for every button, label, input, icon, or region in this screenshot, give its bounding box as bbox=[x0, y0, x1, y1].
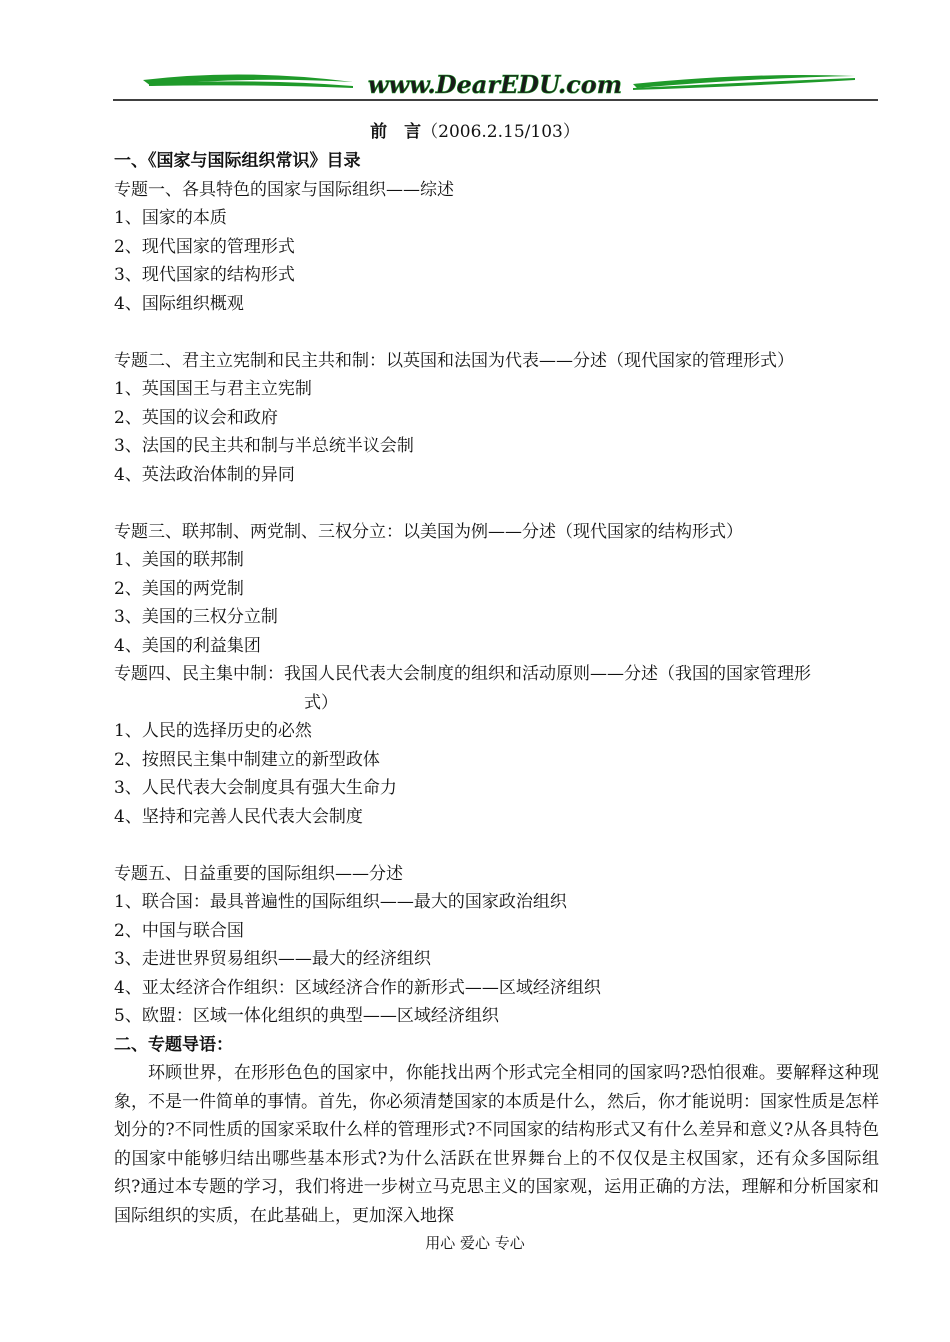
list-item: 2、美国的两党制 bbox=[114, 578, 244, 599]
document-body bbox=[114, 147, 879, 1230]
list-item: 3、美国的三权分立制 bbox=[114, 607, 278, 627]
list-item: 2、现代国家的管理形式 bbox=[114, 236, 295, 257]
list-item: 4、国际组织概观 bbox=[114, 293, 244, 314]
topic-1-title: 专题一、各具特色的国家与国际组织——综述 bbox=[114, 179, 454, 200]
list-item: 4、亚太经济合作组织：区域经济合作的新形式——区域经济组织 bbox=[114, 977, 601, 998]
list-item: 2、按照民主集中制建立的新型政体 bbox=[114, 749, 380, 770]
title-main: 前 言 bbox=[370, 122, 422, 142]
topic-4-title-continuation: 式） bbox=[304, 692, 338, 713]
topic-5-title: 专题五、日益重要的国际组织——分述 bbox=[114, 863, 403, 884]
list-item: 3、法国的民主共和制与半总统半议会制 bbox=[114, 436, 414, 456]
site-logo-banner bbox=[113, 66, 878, 102]
list-item: 3、走进世界贸易组织——最大的经济组织 bbox=[114, 949, 431, 969]
site-header bbox=[113, 66, 878, 102]
list-item: 5、欧盟：区域一体化组织的典型——区域经济组织 bbox=[114, 1006, 499, 1026]
page-footer: 用心 爱心 专心 bbox=[425, 1234, 525, 1252]
topic-2-title: 专题二、君主立宪制和民主共和制：以英国和法国为代表——分述（现代国家的管理形式） bbox=[114, 350, 794, 371]
section2-heading: 二、专题导语： bbox=[114, 1034, 233, 1055]
list-item: 3、人民代表大会制度具有强大生命力 bbox=[114, 778, 397, 798]
list-item: 2、中国与联合国 bbox=[114, 920, 244, 941]
list-item: 4、英法政治体制的异同 bbox=[114, 464, 295, 485]
list-item: 4、坚持和完善人民代表大会制度 bbox=[114, 806, 363, 827]
intro-paragraph: 环顾世界，在形形色色的国家中，你能找出两个形式完全相同的国家吗?恐怕很难。要解释这种现象，不是一件简单的事情。首先，你必须清楚国家的本质是什么，然后，你才能说明：国家性质是怎样划分的?不同性质的国家采取什么样的管理形式?不同国家的结构形式又有什么差异和意义?从各具特色的国家中能够归结出哪些基本形式?为什么活跃在世界舞台上的不仅仅是主权国家，还有众多国际组织?通过本专题的学习，我们将进一步树立马克思主义的国家观，运用正确的方法，理解和分析国家和国际组织的实质，在此基础上，更加深入地探 bbox=[114, 1063, 879, 1226]
spacer bbox=[114, 318, 879, 347]
page-title bbox=[0, 121, 950, 143]
site-logo-text: www.DearEDU.com bbox=[367, 70, 623, 99]
list-item: 3、现代国家的结构形式 bbox=[114, 265, 295, 285]
spacer bbox=[114, 489, 879, 518]
list-item: 4、美国的利益集团 bbox=[114, 635, 261, 656]
list-item: 1、联合国：最具普遍性的国际组织——最大的国家政治组织 bbox=[114, 892, 567, 912]
list-item: 1、美国的联邦制 bbox=[114, 550, 244, 570]
list-item: 2、英国的议会和政府 bbox=[114, 407, 278, 428]
list-item: 1、英国国王与君主立宪制 bbox=[114, 379, 312, 399]
spacer bbox=[114, 831, 879, 860]
section1-heading: 一、《国家与国际组织常识》目录 bbox=[114, 151, 361, 171]
topic-4-title: 专题四、民主集中制：我国人民代表大会制度的组织和活动原则——分述（我国的国家管理形 bbox=[114, 664, 811, 684]
list-item: 1、人民的选择历史的必然 bbox=[114, 721, 312, 741]
topic-3-title: 专题三、联邦制、两党制、三权分立：以美国为例——分述（现代国家的结构形式） bbox=[114, 521, 743, 542]
list-item: 1、国家的本质 bbox=[114, 208, 227, 228]
title-date: （2006.2.15/103） bbox=[421, 122, 580, 142]
